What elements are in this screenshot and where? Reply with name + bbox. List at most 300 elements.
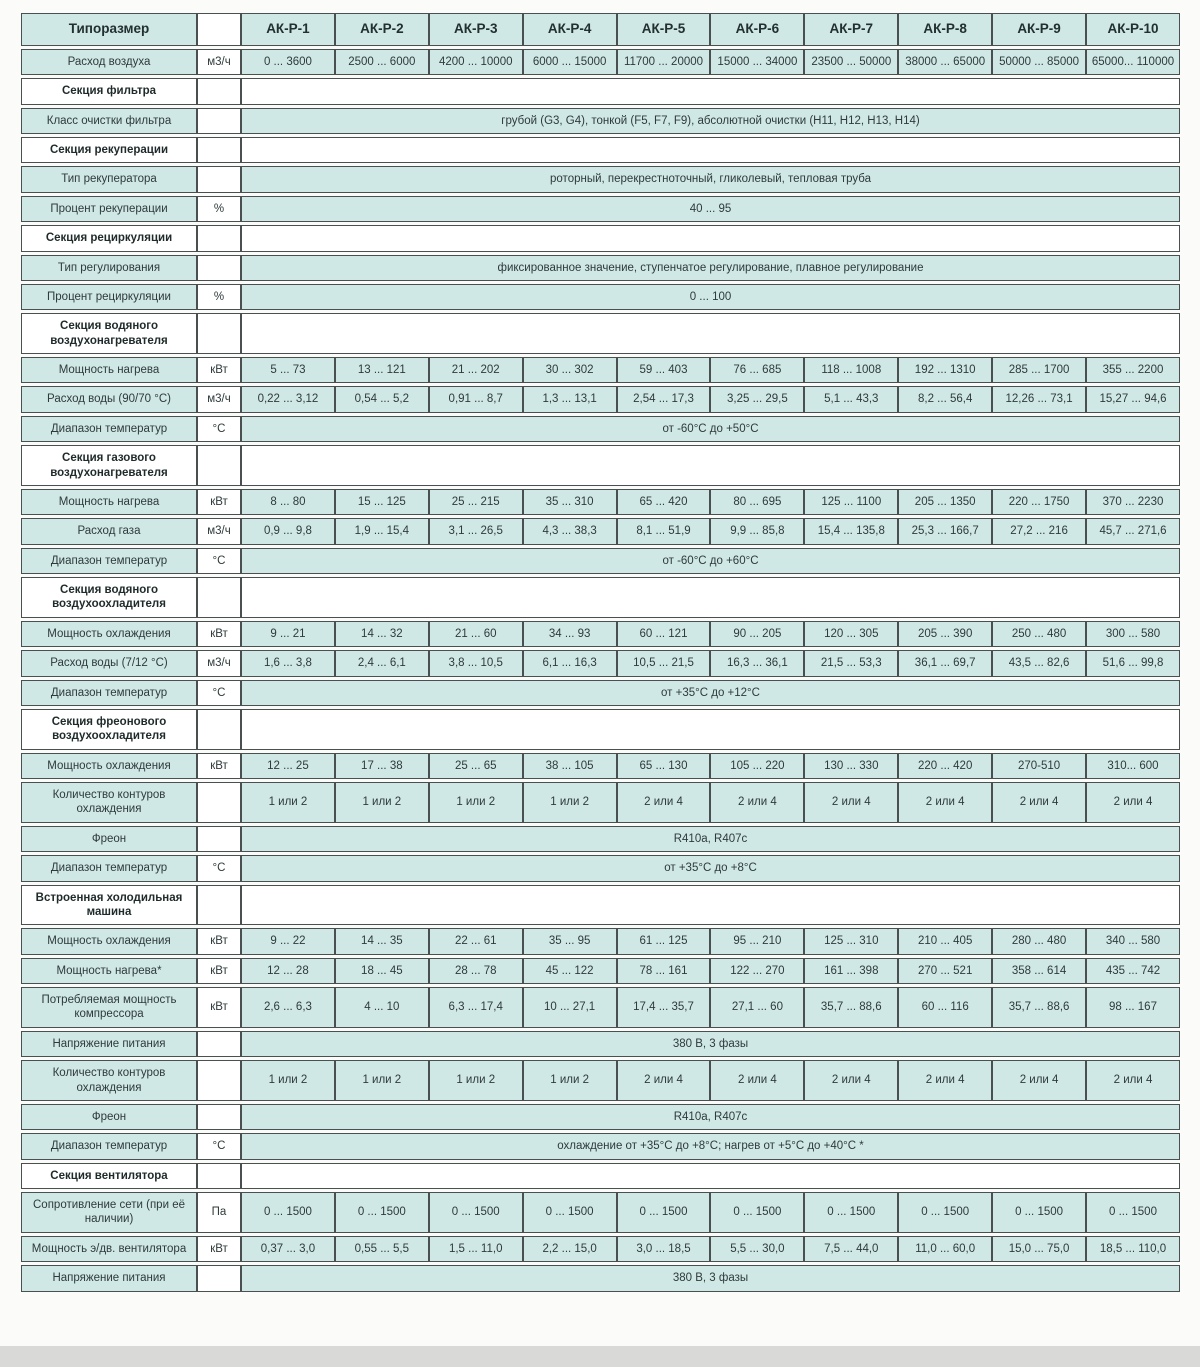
value-cell: 2,6 ... 6,3 (241, 987, 335, 1028)
unit-header-cell (197, 13, 241, 46)
value-cell: 15000 ... 34000 (710, 49, 804, 75)
value-cell: 5,1 ... 43,3 (804, 386, 898, 412)
value-cell: 3,1 ... 26,5 (429, 518, 523, 544)
unit-cell: м3/ч (197, 49, 241, 75)
value-cell: 161 ... 398 (804, 958, 898, 984)
value-cell: 0 ... 1500 (523, 1192, 617, 1233)
value-cell: 45 ... 122 (523, 958, 617, 984)
value-cell: 2 или 4 (992, 1060, 1086, 1101)
value-cell: 43,5 ... 82,6 (992, 650, 1086, 676)
value-cell: 2,54 ... 17,3 (617, 386, 711, 412)
value-cell: 36,1 ... 69,7 (898, 650, 992, 676)
unit-cell (197, 108, 241, 134)
section-label: Секция фреонового воздухоохладителя (21, 709, 197, 750)
value-cell: 1 или 2 (523, 1060, 617, 1101)
table-row (21, 518, 1180, 544)
value-cell: 21 ... 202 (429, 357, 523, 383)
value-cell: 2,4 ... 6,1 (335, 650, 429, 676)
unit-cell (197, 137, 241, 163)
value-cell: 30 ... 302 (523, 357, 617, 383)
unit-cell: м3/ч (197, 650, 241, 676)
value-cell: 12 ... 25 (241, 753, 335, 779)
value-cell: 6,3 ... 17,4 (429, 987, 523, 1028)
merged-value-cell: от +35°С до +12°С (241, 680, 1180, 706)
unit-cell: °С (197, 855, 241, 881)
value-cell: 300 ... 580 (1086, 621, 1180, 647)
value-cell: 95 ... 210 (710, 928, 804, 954)
table-row (21, 987, 1180, 1028)
table-row (21, 1104, 1180, 1130)
section-label: Секция фильтра (21, 78, 197, 104)
row-label: Мощность охлаждения (21, 621, 197, 647)
value-cell: 1,5 ... 11,0 (429, 1236, 523, 1262)
value-cell: 210 ... 405 (898, 928, 992, 954)
value-cell: 25 ... 215 (429, 489, 523, 515)
value-cell: 0 ... 1500 (429, 1192, 523, 1233)
merged-value-cell: от -60°С до +50°С (241, 416, 1180, 442)
row-label: Тип рекуператора (21, 166, 197, 192)
unit-cell (197, 255, 241, 281)
table-row (21, 1192, 1180, 1233)
table-row (21, 284, 1180, 310)
value-cell: 205 ... 1350 (898, 489, 992, 515)
value-cell: 60 ... 121 (617, 621, 711, 647)
model-header-cell: АК-Р-6 (710, 13, 804, 46)
table-row (21, 753, 1180, 779)
model-header-cell: АК-Р-2 (335, 13, 429, 46)
row-label: Количество контуров охлаждения (21, 782, 197, 823)
row-label: Диапазон температур (21, 416, 197, 442)
unit-cell (197, 166, 241, 192)
value-cell: 340 ... 580 (1086, 928, 1180, 954)
unit-cell: кВт (197, 928, 241, 954)
value-cell: 270 ... 521 (898, 958, 992, 984)
table-title: Типоразмер (21, 13, 197, 46)
value-cell: 61 ... 125 (617, 928, 711, 954)
merged-value-cell: 380 В, 3 фазы (241, 1031, 1180, 1057)
value-cell: 22 ... 61 (429, 928, 523, 954)
value-cell: 21 ... 60 (429, 621, 523, 647)
value-cell: 80 ... 695 (710, 489, 804, 515)
value-cell: 13 ... 121 (335, 357, 429, 383)
row-label: Напряжение питания (21, 1265, 197, 1291)
unit-cell: кВт (197, 1236, 241, 1262)
table-row (21, 855, 1180, 881)
table-row (21, 1031, 1180, 1057)
value-cell: 25 ... 65 (429, 753, 523, 779)
value-cell: 1 или 2 (241, 1060, 335, 1101)
section-spacer (241, 445, 1180, 486)
unit-cell (197, 826, 241, 852)
unit-cell: кВт (197, 753, 241, 779)
value-cell: 28 ... 78 (429, 958, 523, 984)
table-row (21, 386, 1180, 412)
table-row (21, 1060, 1180, 1101)
value-cell: 5,5 ... 30,0 (710, 1236, 804, 1262)
value-cell: 17 ... 38 (335, 753, 429, 779)
value-cell: 78 ... 161 (617, 958, 711, 984)
section-row (21, 709, 1180, 750)
unit-cell (197, 709, 241, 750)
merged-value-cell: R410a, R407c (241, 826, 1180, 852)
table-row (21, 255, 1180, 281)
unit-cell: м3/ч (197, 386, 241, 412)
value-cell: 118 ... 1008 (804, 357, 898, 383)
value-cell: 35,7 ... 88,6 (992, 987, 1086, 1028)
row-label: Мощность нагрева (21, 357, 197, 383)
value-cell: 310... 600 (1086, 753, 1180, 779)
value-cell: 1,6 ... 3,8 (241, 650, 335, 676)
unit-cell: кВт (197, 621, 241, 647)
value-cell: 1 или 2 (241, 782, 335, 823)
unit-cell: кВт (197, 987, 241, 1028)
table-row (21, 958, 1180, 984)
footer-bar (0, 1346, 1200, 1367)
row-label: Расход воды (7/12 °С) (21, 650, 197, 676)
value-cell: 3,0 ... 18,5 (617, 1236, 711, 1262)
value-cell: 17,4 ... 35,7 (617, 987, 711, 1028)
unit-cell: кВт (197, 489, 241, 515)
value-cell: 27,1 ... 60 (710, 987, 804, 1028)
section-label: Секция водяного воздухонагревателя (21, 313, 197, 354)
value-cell: 15 ... 125 (335, 489, 429, 515)
value-cell: 34 ... 93 (523, 621, 617, 647)
row-label: Диапазон температур (21, 548, 197, 574)
value-cell: 45,7 ... 271,6 (1086, 518, 1180, 544)
value-cell: 38 ... 105 (523, 753, 617, 779)
table-row (21, 680, 1180, 706)
value-cell: 4200 ... 10000 (429, 49, 523, 75)
value-cell: 0,91 ... 8,7 (429, 386, 523, 412)
unit-cell (197, 1163, 241, 1189)
table-row (21, 166, 1180, 192)
unit-cell: °С (197, 1133, 241, 1159)
merged-value-cell: охлаждение от +35°С до +8°С; нагрев от +5°С до +40°С * (241, 1133, 1180, 1159)
table-row (21, 49, 1180, 75)
section-spacer (241, 137, 1180, 163)
table-row (21, 826, 1180, 852)
value-cell: 10,5 ... 21,5 (617, 650, 711, 676)
value-cell: 51,6 ... 99,8 (1086, 650, 1180, 676)
table-row (21, 1265, 1180, 1291)
value-cell: 192 ... 1310 (898, 357, 992, 383)
value-cell: 2 или 4 (1086, 782, 1180, 823)
value-cell: 5 ... 73 (241, 357, 335, 383)
value-cell: 8 ... 80 (241, 489, 335, 515)
value-cell: 7,5 ... 44,0 (804, 1236, 898, 1262)
unit-cell: °С (197, 680, 241, 706)
merged-value-cell: от +35°С до +8°С (241, 855, 1180, 881)
section-spacer (241, 313, 1180, 354)
unit-cell: % (197, 196, 241, 222)
value-cell: 270-510 (992, 753, 1086, 779)
model-header-cell: АК-Р-9 (992, 13, 1086, 46)
value-cell: 35 ... 310 (523, 489, 617, 515)
value-cell: 2 или 4 (710, 1060, 804, 1101)
value-cell: 130 ... 330 (804, 753, 898, 779)
value-cell: 105 ... 220 (710, 753, 804, 779)
value-cell: 4 ... 10 (335, 987, 429, 1028)
value-cell: 10 ... 27,1 (523, 987, 617, 1028)
value-cell: 2,2 ... 15,0 (523, 1236, 617, 1262)
unit-cell (197, 1031, 241, 1057)
table-row (21, 621, 1180, 647)
value-cell: 2 или 4 (898, 782, 992, 823)
unit-cell (197, 445, 241, 486)
section-row (21, 78, 1180, 104)
row-label: Расход воздуха (21, 49, 197, 75)
section-spacer (241, 1163, 1180, 1189)
value-cell: 90 ... 205 (710, 621, 804, 647)
value-cell: 0,37 ... 3,0 (241, 1236, 335, 1262)
merged-value-cell: фиксированное значение, ступенчатое регулирование, плавное регулирование (241, 255, 1180, 281)
row-label: Фреон (21, 1104, 197, 1130)
table-row (21, 650, 1180, 676)
row-label: Мощность охлаждения (21, 753, 197, 779)
spec-table (21, 10, 1180, 1295)
section-label: Секция рекуперации (21, 137, 197, 163)
section-spacer (241, 577, 1180, 618)
value-cell: 18 ... 45 (335, 958, 429, 984)
value-cell: 370 ... 2230 (1086, 489, 1180, 515)
spec-table-container (21, 10, 1180, 1295)
value-cell: 8,1 ... 51,9 (617, 518, 711, 544)
value-cell: 0 ... 1500 (241, 1192, 335, 1233)
merged-value-cell: грубой (G3, G4), тонкой (F5, F7, F9), абсолютной очистки (H11, H12, H13, H14) (241, 108, 1180, 134)
section-label: Встроенная холодильная машина (21, 885, 197, 926)
row-label: Тип регулирования (21, 255, 197, 281)
model-header-cell: АК-Р-3 (429, 13, 523, 46)
unit-cell (197, 885, 241, 926)
value-cell: 2500 ... 6000 (335, 49, 429, 75)
value-cell: 23500 ... 50000 (804, 49, 898, 75)
value-cell: 6,1 ... 16,3 (523, 650, 617, 676)
value-cell: 0,55 ... 5,5 (335, 1236, 429, 1262)
model-header-cell: АК-Р-4 (523, 13, 617, 46)
unit-cell (197, 1060, 241, 1101)
value-cell: 125 ... 310 (804, 928, 898, 954)
value-cell: 0,9 ... 9,8 (241, 518, 335, 544)
value-cell: 2 или 4 (804, 782, 898, 823)
header-row (21, 13, 1180, 46)
value-cell: 15,27 ... 94,6 (1086, 386, 1180, 412)
row-label: Класс очистки фильтра (21, 108, 197, 134)
value-cell: 35,7 ... 88,6 (804, 987, 898, 1028)
value-cell: 14 ... 35 (335, 928, 429, 954)
row-label: Потребляемая мощность компрессора (21, 987, 197, 1028)
unit-cell: кВт (197, 357, 241, 383)
value-cell: 11700 ... 20000 (617, 49, 711, 75)
section-row (21, 1163, 1180, 1189)
value-cell: 0,22 ... 3,12 (241, 386, 335, 412)
unit-cell: °С (197, 416, 241, 442)
section-label: Секция вентилятора (21, 1163, 197, 1189)
value-cell: 0,54 ... 5,2 (335, 386, 429, 412)
row-label: Количество контуров охлаждения (21, 1060, 197, 1101)
unit-cell: м3/ч (197, 518, 241, 544)
spec-table-body (21, 49, 1180, 1292)
value-cell: 14 ... 32 (335, 621, 429, 647)
value-cell: 2 или 4 (710, 782, 804, 823)
value-cell: 2 или 4 (804, 1060, 898, 1101)
section-row (21, 225, 1180, 251)
table-row (21, 108, 1180, 134)
row-label: Мощность э/дв. вентилятора (21, 1236, 197, 1262)
value-cell: 6000 ... 15000 (523, 49, 617, 75)
value-cell: 12 ... 28 (241, 958, 335, 984)
value-cell: 205 ... 390 (898, 621, 992, 647)
row-label: Диапазон температур (21, 1133, 197, 1159)
table-row (21, 416, 1180, 442)
value-cell: 1 или 2 (429, 782, 523, 823)
table-row (21, 196, 1180, 222)
unit-cell: Па (197, 1192, 241, 1233)
value-cell: 12,26 ... 73,1 (992, 386, 1086, 412)
merged-value-cell: 0 ... 100 (241, 284, 1180, 310)
value-cell: 15,0 ... 75,0 (992, 1236, 1086, 1262)
merged-value-cell: от -60°С до +60°С (241, 548, 1180, 574)
value-cell: 15,4 ... 135,8 (804, 518, 898, 544)
value-cell: 0 ... 1500 (617, 1192, 711, 1233)
value-cell: 1,3 ... 13,1 (523, 386, 617, 412)
value-cell: 18,5 ... 110,0 (1086, 1236, 1180, 1262)
value-cell: 0 ... 1500 (898, 1192, 992, 1233)
value-cell: 8,2 ... 56,4 (898, 386, 992, 412)
value-cell: 9 ... 22 (241, 928, 335, 954)
table-row (21, 357, 1180, 383)
model-header-cell: АК-Р-8 (898, 13, 992, 46)
table-row (21, 782, 1180, 823)
value-cell: 60 ... 116 (898, 987, 992, 1028)
table-row (21, 489, 1180, 515)
value-cell: 250 ... 480 (992, 621, 1086, 647)
row-label: Диапазон температур (21, 855, 197, 881)
value-cell: 2 или 4 (992, 782, 1086, 823)
value-cell: 0 ... 1500 (335, 1192, 429, 1233)
value-cell: 220 ... 1750 (992, 489, 1086, 515)
value-cell: 0 ... 1500 (992, 1192, 1086, 1233)
value-cell: 50000 ... 85000 (992, 49, 1086, 75)
section-spacer (241, 885, 1180, 926)
value-cell: 2 или 4 (617, 782, 711, 823)
value-cell: 9 ... 21 (241, 621, 335, 647)
row-label: Процент рециркуляции (21, 284, 197, 310)
section-spacer (241, 709, 1180, 750)
merged-value-cell: 40 ... 95 (241, 196, 1180, 222)
unit-cell (197, 225, 241, 251)
value-cell: 1 или 2 (429, 1060, 523, 1101)
value-cell: 280 ... 480 (992, 928, 1086, 954)
table-row (21, 928, 1180, 954)
value-cell: 0 ... 3600 (241, 49, 335, 75)
value-cell: 9,9 ... 85,8 (710, 518, 804, 544)
value-cell: 125 ... 1100 (804, 489, 898, 515)
row-label: Сопротивление сети (при её наличии) (21, 1192, 197, 1233)
section-row (21, 577, 1180, 618)
row-label: Мощность нагрева* (21, 958, 197, 984)
value-cell: 35 ... 95 (523, 928, 617, 954)
value-cell: 0 ... 1500 (1086, 1192, 1180, 1233)
value-cell: 220 ... 420 (898, 753, 992, 779)
unit-cell: % (197, 284, 241, 310)
section-row (21, 137, 1180, 163)
unit-cell (197, 1265, 241, 1291)
value-cell: 65 ... 130 (617, 753, 711, 779)
table-row (21, 548, 1180, 574)
merged-value-cell: 380 В, 3 фазы (241, 1265, 1180, 1291)
value-cell: 2 или 4 (898, 1060, 992, 1101)
row-label: Диапазон температур (21, 680, 197, 706)
row-label: Мощность охлаждения (21, 928, 197, 954)
value-cell: 1,9 ... 15,4 (335, 518, 429, 544)
unit-cell (197, 577, 241, 618)
unit-cell (197, 78, 241, 104)
unit-cell: °С (197, 548, 241, 574)
value-cell: 25,3 ... 166,7 (898, 518, 992, 544)
value-cell: 1 или 2 (523, 782, 617, 823)
value-cell: 38000 ... 65000 (898, 49, 992, 75)
value-cell: 59 ... 403 (617, 357, 711, 383)
value-cell: 1 или 2 (335, 782, 429, 823)
row-label: Фреон (21, 826, 197, 852)
value-cell: 98 ... 167 (1086, 987, 1180, 1028)
value-cell: 65000... 110000 (1086, 49, 1180, 75)
row-label: Расход воды (90/70 °С) (21, 386, 197, 412)
section-label: Секция водяного воздухоохладителя (21, 577, 197, 618)
value-cell: 2 или 4 (1086, 1060, 1180, 1101)
model-header-cell: АК-Р-1 (241, 13, 335, 46)
section-row (21, 885, 1180, 926)
section-row (21, 313, 1180, 354)
value-cell: 0 ... 1500 (710, 1192, 804, 1233)
model-header-cell: АК-Р-10 (1086, 13, 1180, 46)
section-spacer (241, 78, 1180, 104)
value-cell: 0 ... 1500 (804, 1192, 898, 1233)
model-header-cell: АК-Р-7 (804, 13, 898, 46)
table-row (21, 1236, 1180, 1262)
table-row (21, 1133, 1180, 1159)
unit-cell (197, 313, 241, 354)
unit-cell: кВт (197, 958, 241, 984)
value-cell: 435 ... 742 (1086, 958, 1180, 984)
value-cell: 285 ... 1700 (992, 357, 1086, 383)
value-cell: 358 ... 614 (992, 958, 1086, 984)
unit-cell (197, 782, 241, 823)
value-cell: 2 или 4 (617, 1060, 711, 1101)
value-cell: 21,5 ... 53,3 (804, 650, 898, 676)
section-row (21, 445, 1180, 486)
merged-value-cell: роторный, перекрестноточный, гликолевый, тепловая труба (241, 166, 1180, 192)
value-cell: 16,3 ... 36,1 (710, 650, 804, 676)
row-label: Процент рекуперации (21, 196, 197, 222)
value-cell: 76 ... 685 (710, 357, 804, 383)
row-label: Мощность нагрева (21, 489, 197, 515)
value-cell: 1 или 2 (335, 1060, 429, 1101)
value-cell: 65 ... 420 (617, 489, 711, 515)
value-cell: 3,8 ... 10,5 (429, 650, 523, 676)
value-cell: 4,3 ... 38,3 (523, 518, 617, 544)
value-cell: 122 ... 270 (710, 958, 804, 984)
value-cell: 120 ... 305 (804, 621, 898, 647)
value-cell: 11,0 ... 60,0 (898, 1236, 992, 1262)
section-label: Секция газового воздухонагревателя (21, 445, 197, 486)
value-cell: 27,2 ... 216 (992, 518, 1086, 544)
row-label: Расход газа (21, 518, 197, 544)
section-spacer (241, 225, 1180, 251)
model-header-cell: АК-Р-5 (617, 13, 711, 46)
unit-cell (197, 1104, 241, 1130)
section-label: Секция рециркуляции (21, 225, 197, 251)
